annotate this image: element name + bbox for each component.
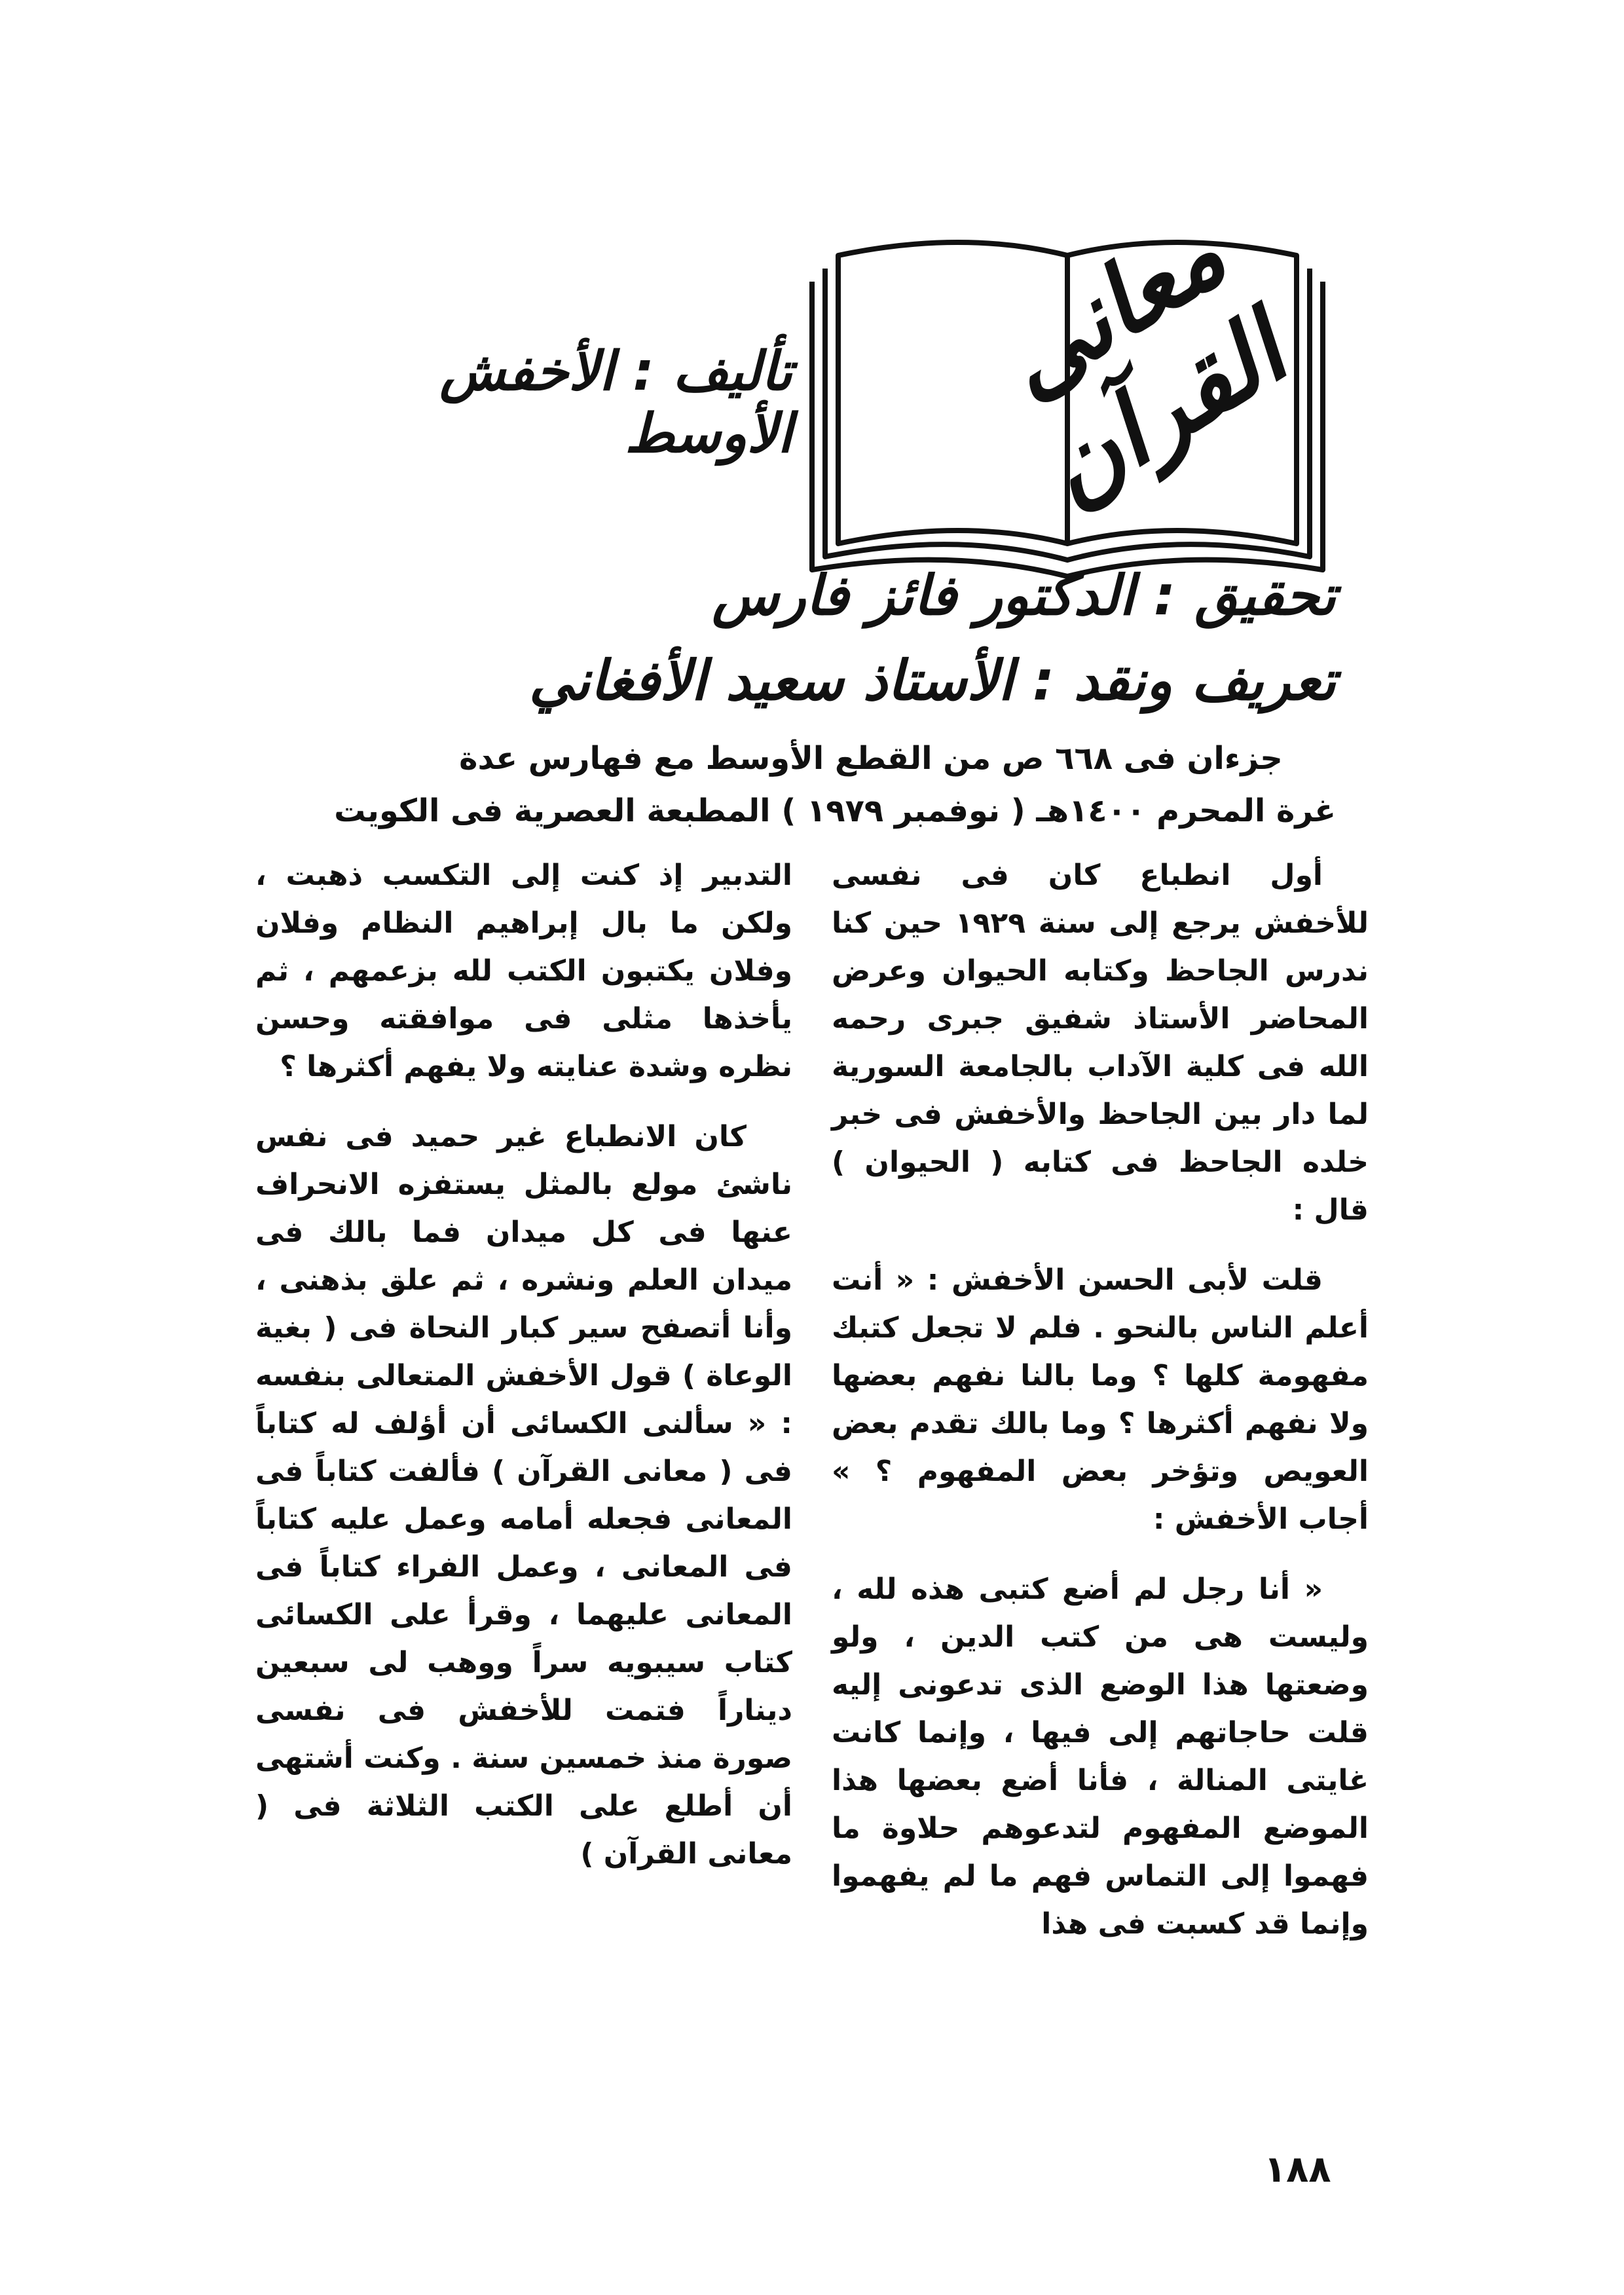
publication-details: جزءان فى ٦٦٨ ص من القطع الأوسط مع فهارس عدة — [459, 740, 1283, 777]
book-title: معانى القرآن — [981, 196, 1305, 529]
paragraph: كان الانطباع غير حميد فى نفس ناشئ مولع بالمثل يستفزه الانحراف عنها فى كل ميدان فما بالك فى ميدان العلم ونشره ، ثم علق بذهنى ، وأنا أتصفح سير كبار النحاة فى ( بغية الوعاة ) قول الأخفش المتعالى بنفسه : « سألنى الكسائى أن أؤلف له كتاباً فى ( معانى القرآن ) فألفت كتاباً فى المعانى فجعله أمامه وعمل عليه كتاباً فى المعانى ، وعمل الفراء كتاباً فى المعانى عليهما ، وقرأ على الكسائى كتاب سيبويه سراً ووهب لى سبعين ديناراً فتمت للأخفش فى نفسى صورة منذ خمسين سنة . وكنت أشتهى أن أطلع على الكتب الثلاثة فى ( معانى القرآن ) — [255, 1120, 792, 1871]
author-line: تأليف : الأخفش الأوسط — [439, 341, 792, 465]
paragraph: « أنا رجل لم أضع كتبى هذه لله ، وليست هى من كتب الدين ، ولو وضعتها هذا الوضع الذى تدعونى إليه قلت حاجاتهم إلى فيها ، وإنما كانت غايتى المنالة ، فأنا أضع بعضها هذا الموضع المفهوم لتدعوهم حلاوة ما فهموا إلى التماس فهم ما لم يفهموا وإنما قد كسبت فى هذا — [832, 1573, 1369, 1941]
editor-line: تحقيق : الدكتور فائز فارس — [712, 563, 1336, 627]
paragraph: قلت لأبى الحسن الأخفش : « أنت أعلم الناس بالنحو . فلم لا تجعل كتبك مفهومة كلها ؟ وما بالنا نفهم بعضها ولا نفهم أكثرها ؟ وما بالك تقدم بعض العويص وتؤخر بعض المفهوم ؟ » أجاب الأخفش : — [832, 1263, 1369, 1536]
reviewer-line: تعريف ونقد : الأستاذ سعيد الأفغاني — [528, 648, 1336, 713]
page-number: ١٨٨ — [1264, 2148, 1331, 2191]
left-column — [255, 851, 792, 1900]
right-column — [832, 851, 1369, 1970]
paragraph: التدبير إذ كنت إلى التكسب ذهبت ، ولكن ما بال إبراهيم النظام وفلان وفلان يكتبون الكتب لله بزعمهم ، ثم يأخذها مثلى فى موافقته وحسن نظره وشدة عنايته ولا يفهم أكثرها ؟ — [255, 859, 792, 1083]
publication-date-press: غرة المحرم ١٤٠٠هـ ( نوفمبر ١٩٧٩ ) المطبعة العصرية فى الكويت — [334, 793, 1336, 829]
paragraph: أول انطباع كان فى نفسى للأخفش يرجع إلى سنة ١٩٢٩ حين كنا ندرس الجاحظ وكتابه الحيوان وعرض المحاضر الأستاذ شفيق جبرى رحمه الله فى كلية الآداب بالجامعة السورية لما دار بين الجاحظ والأخفش فى خبر خلده الجاحظ فى كتابه ( الحيوان ) قال : — [832, 859, 1369, 1227]
